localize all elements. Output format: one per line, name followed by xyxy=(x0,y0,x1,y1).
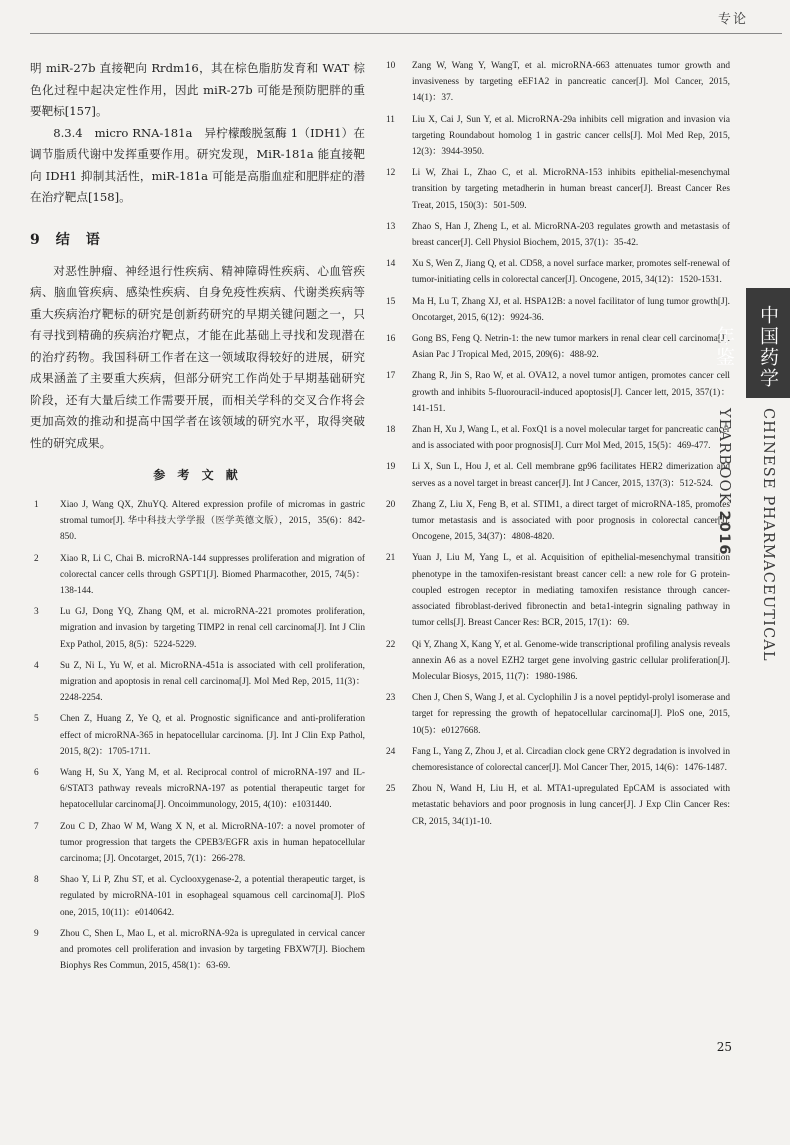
reference-item xyxy=(30,926,365,975)
reference-text: Li W, Zhai L, Zhao C, et al. MicroRNA-153 inhibits epithelial-mesenchymal transition by targeting metadherin in human breast cancer[J]. Breast Cancer Res Treat, 2015, 150(3)：501-509. xyxy=(412,168,730,211)
reference-number: 9 xyxy=(34,928,39,939)
reference-item xyxy=(382,744,730,776)
reference-item xyxy=(382,294,730,326)
reference-item xyxy=(30,872,365,921)
reference-item xyxy=(30,658,365,707)
reference-number: 2 xyxy=(34,553,39,564)
reference-item xyxy=(30,604,365,653)
reference-number: 6 xyxy=(34,768,39,779)
reference-number: 15 xyxy=(386,296,396,307)
reference-text: Zhao S, Han J, Zheng L, et al. MicroRNA-203 regulates growth and metastasis of breast cancer[J]. Cell Physiol Biochem, 2015, 37(1)：35-42. xyxy=(412,221,730,249)
reference-text: Yuan J, Liu M, Yang L, et al. Acquisition of epithelial-mesenchymal transition phenotype in the tamoxifen-resistant breast cancer cell: a new role for G protein-coupled estrogen receptor in mediating tamoxifen resistance through cancer-associated fibroblast-derived fibronectin and beta1-integrin signaling pathway in tumor cells[J]. Breast Cancer Res: BCR, 2015, 17(1)：69. xyxy=(412,553,730,629)
sidebar-chinese-title: 中国药学年鉴 xyxy=(713,305,779,389)
reference-number: 5 xyxy=(34,714,39,725)
reference-number: 7 xyxy=(34,821,39,832)
sidebar-english-title xyxy=(716,408,790,748)
reference-number: 23 xyxy=(386,693,396,704)
references-list-left xyxy=(30,497,365,974)
reference-number: 18 xyxy=(386,425,396,436)
reference-text: Fang L, Yang Z, Zhou J, et al. Circadian clock gene CRY2 degradation is involved in chemoresistance of colorectal cancer[J]. Mol Cancer Ther, 2015, 14(6)：1476-1487. xyxy=(412,746,730,773)
reference-text: Xiao R, Li C, Chai B. microRNA-144 suppresses proliferation and migration of colorectal cancer cells through GSPT1[J]. Biomed Pharmacother, 2015, 74(5)：138-144. xyxy=(60,553,365,597)
reference-text: Chen J, Chen S, Wang J, et al. Cyclophilin J is a novel peptidyl-prolyl isomerase and target for repressing the growth of hepatocellular carcinoma[J]. PloS one, 2015, 10(5)：e0127668. xyxy=(412,693,730,736)
reference-text: Zang W, Wang Y, WangT, et al. microRNA-663 attenuates tumor growth and invasiveness by targeting eEF1A2 in pancreatic cancer[J]. Mol Cancer, 2015, 14(1)：37. xyxy=(412,61,730,104)
sidebar-english-text: CHINESE PHARMACEUTICAL YEARBOOK xyxy=(716,408,776,662)
reference-item xyxy=(382,637,730,686)
reference-text: Chen Z, Huang Z, Ye Q, et al. Prognostic significance and anti-proliferation effect of microRNA-365 in hepatocellular carcinoma. [J]. Int J Clin Exp Pathol, 2015, 8(2)：1705-1711. xyxy=(60,714,365,757)
reference-number: 12 xyxy=(386,168,396,179)
references-title: 参 考 文 献 xyxy=(153,468,242,482)
sidebar-year: 2016 xyxy=(716,510,732,556)
reference-text: Gong BS, Feng Q. Netrin-1: the new tumor markers in renal clear cell carcinoma[J]. Asian Pac J Tropical Med, 2015, 209(6)：488-92. xyxy=(412,334,730,361)
reference-text: Zhou N, Wand H, Liu H, et al. MTA1-upregulated EpCAM is associated with metastatic behaviors and poor prognosis in lung cancer[J]. J Exp Clin Cancer Res: CR, 2015, 34(1)1-10. xyxy=(412,784,730,827)
reference-item xyxy=(382,219,730,251)
reference-item xyxy=(30,765,365,814)
reference-number: 1 xyxy=(34,500,39,510)
reference-number: 3 xyxy=(34,607,39,618)
reference-number: 11 xyxy=(386,114,395,125)
reference-number: 21 xyxy=(386,553,396,564)
reference-number: 25 xyxy=(386,784,396,795)
reference-item xyxy=(382,165,730,214)
reference-item xyxy=(382,550,730,631)
reference-number: 19 xyxy=(386,462,396,473)
reference-number: 10 xyxy=(386,61,396,71)
reference-item xyxy=(382,497,730,546)
reference-item xyxy=(30,551,365,600)
header-title: 专论 xyxy=(717,12,748,27)
reference-text: Zhou C, Shen L, Mao L, et al. microRNA-92a is upregulated in cervical cancer and promotes cell proliferation and invasion by targeting FBXW7[J]. Biochem Biophys Res Commun, 2015, 458(1)：63-69. xyxy=(60,928,365,972)
reference-number: 13 xyxy=(386,221,396,232)
reference-number: 14 xyxy=(386,259,396,270)
reference-number: 22 xyxy=(386,639,396,650)
reference-number: 4 xyxy=(34,660,39,671)
section-heading: 9 结 语 xyxy=(30,231,101,248)
reference-text: Li X, Sun L, Hou J, et al. Cell membrane gp96 facilitates HER2 dimerization and serves as a novel target in breast cancer[J]. Int J Cancer, 2015, 137(3)：512-524. xyxy=(412,462,730,489)
reference-text: Zhang Z, Liu X, Feng B, et al. STIM1, a direct target of microRNA-185, promotes tumor metastasis and is associated with poor prognosis in colorectal cancer[J]. Oncogene, 2015, 34(37)：4808-4820. xyxy=(412,499,730,543)
right-column xyxy=(382,58,730,835)
reference-item xyxy=(30,819,365,868)
reference-item xyxy=(382,368,730,417)
reference-item xyxy=(382,256,730,288)
reference-item xyxy=(382,459,730,491)
reference-number: 16 xyxy=(386,334,396,345)
reference-number: 17 xyxy=(386,371,396,382)
reference-text: Zhang R, Jin S, Rao W, et al. OVA12, a novel tumor antigen, promotes cancer cell growth and inhibits 5-fluorouracil-induced apoptosis[J]. Cancer lett, 2015, 357(1)：141-151. xyxy=(412,371,730,414)
reference-item xyxy=(30,497,365,546)
reference-text: Xiao J, Wang QX, ZhuYQ. Altered expression profile of micromas in gastric stromal tumor[J]. 华中科技大学学报（医学英德文版），2015，35(6)：842-850. xyxy=(60,500,365,543)
header-rule xyxy=(30,33,782,34)
reference-number: 20 xyxy=(386,499,396,510)
reference-text: Shao Y, Li P, Zhu ST, et al. Cyclooxygenase-2, a potential therapeutic target, is regulated by microRNA-101 in esophageal squamous cell carcinoma[J]. PloS one, 2015, 10(11)：e0140642. xyxy=(60,875,365,918)
page-number: 25 xyxy=(716,1040,732,1054)
sidebar-band xyxy=(713,288,790,398)
body-paragraph-2: 8.3.4 micro RNA-181a 异柠檬酸脱氢酶 1（IDH1）在调节脂质代谢中发挥重要作用。研究发现，MiR-181a 能直接靶向 IDH1 抑制其活性，miR-181a 可能是高脂血症和肥胖症的潜在治疗靶点[158]。 xyxy=(30,125,365,204)
reference-number: 8 xyxy=(34,875,39,886)
conclusion-paragraph: 对恶性肿瘤、神经退行性疾病、精神障碍性疾病、心血管疾病、脑血管疾病、感染性疾病、自身免疫性疾病、代谢类疾病等重大疾病治疗靶标的研究是创新药研究的早期关键问题之一，只有寻找到精确的疾病治疗靶点，才能在此基础上寻找和发现潜在的治疗药物。我国科研工作者在这一领域取得较好的进展，研究成果涵盖了主要重大疾病，但部分研究工作尚处于早期基础研究阶段，还有大量后续工作需要开展，而相关学科的交叉合作将会更加高效的推动和提高中国学者在该领域的研究水平，取得突破性的研究成果。 xyxy=(30,263,365,450)
reference-text: Zhan H, Xu J, Wang L, et al. FoxQ1 is a novel molecular target for pancreatic cancer and is associated with poor prognosis[J]. Curr Mol Med, 2015, 15(5)：469-477. xyxy=(412,425,730,452)
reference-text: Zou C D, Zhao W M, Wang X N, et al. MicroRNA-107: a novel promoter of tumor progression that targets the CPEB3/EGFR axis in human hepatocellular carcinoma; [J]. Oncotarget, 2015, 7(1)：266-278. xyxy=(60,821,365,865)
body-paragraph-1: 明 miR-27b 直接靶向 Rrdm16，其在棕色脂肪发育和 WAT 棕色化过程中起决定性作用，因此 miR-27b 可能是预防肥胖的重要靶标[157]。 xyxy=(30,61,365,118)
reference-item xyxy=(382,112,730,161)
reference-text: Liu X, Cai J, Sun Y, et al. MicroRNA-29a inhibits cell migration and invasion via targeting Roundabout homolog 1 in gastric cancer cells[J]. Mol Med Rep, 2015, 12(3)：3944-3950. xyxy=(412,114,730,158)
reference-item xyxy=(382,331,730,363)
reference-item xyxy=(382,690,730,739)
reference-text: Lu GJ, Dong YQ, Zhang QM, et al. microRNA-221 promotes proliferation, migration and invasion by targeting TIMP2 in renal cell carcinoma[J]. Int J Clin Exp Pathol, 2015, 8(5)：5224-5229. xyxy=(60,607,365,650)
reference-item xyxy=(382,58,730,107)
reference-text: Xu S, Wen Z, Jiang Q, et al. CD58, a novel surface marker, promotes self-renewal of tumor-initiating cells in colorectal cancer[J]. Oncogene, 2015, 34(12)：1520-1531. xyxy=(412,259,730,286)
reference-number: 24 xyxy=(386,746,396,757)
reference-item xyxy=(30,711,365,760)
reference-text: Wang H, Su X, Yang M, et al. Reciprocal control of microRNA-197 and IL-6/STAT3 pathway reveals microRNA-197 as potential therapeutic target for hepatocellular carcinoma[J]. Oncoimmunology, 2015, 4(10)：e1031440. xyxy=(60,768,365,811)
reference-text: Ma H, Lu T, Zhang XJ, et al. HSPA12B: a novel facilitator of lung tumor growth[J]. Oncotarget, 2015, 6(12)：9924-36. xyxy=(412,296,730,323)
reference-item xyxy=(382,422,730,454)
left-column xyxy=(30,58,365,979)
yearbook-sidebar xyxy=(713,288,790,748)
reference-text: Qi Y, Zhang X, Kang Y, et al. Genome-wide transcriptional profiling analysis reveals annexin A6 as a novel EZH2 target gene involving gastric cellular proliferation[J]. Molecular Biosys, 2015, 11(7)：1980-1986. xyxy=(412,639,730,682)
reference-text: Su Z, Ni L, Yu W, et al. MicroRNA-451a is associated with cell proliferation, migration and apoptosis in renal cell carcinoma[J]. Mol Med Rep, 2015, 11(3)：2248-2254. xyxy=(60,660,365,704)
reference-item xyxy=(382,781,730,830)
